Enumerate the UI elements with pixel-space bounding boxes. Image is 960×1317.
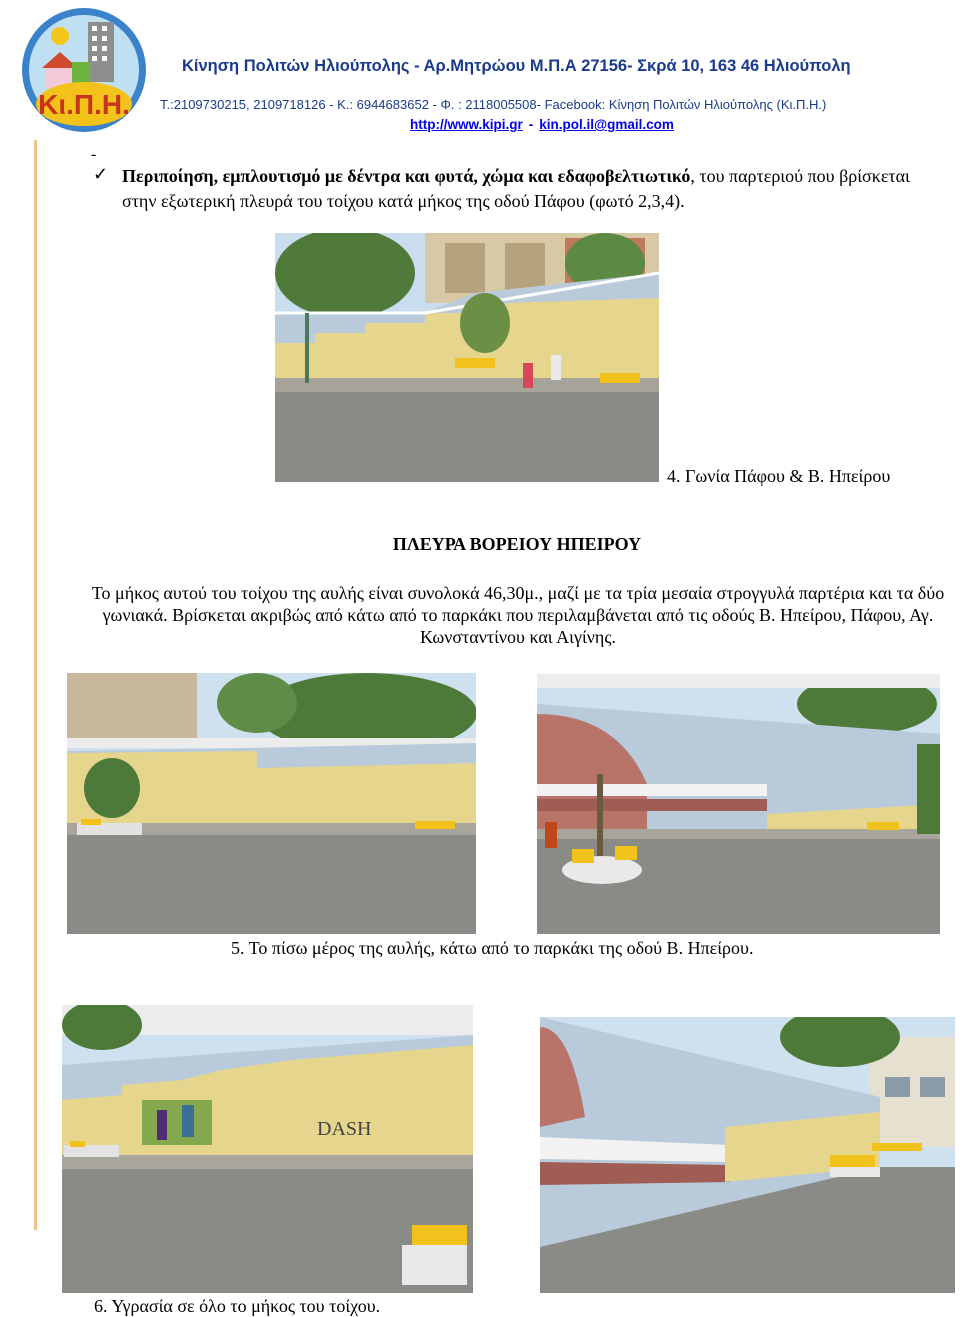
photo-moisture-left xyxy=(62,1005,473,1293)
left-margin-line xyxy=(34,140,37,1230)
caption-5: 5. Το πίσω μέρος της αυλής, κάτω από το παρκάκι της οδού Β. Ηπείρου. xyxy=(231,938,754,958)
email-link[interactable]: kin.pol.il@gmail.com xyxy=(539,117,674,132)
section-heading: ΠΛΕΥΡΑ ΒΟΡΕΙΟΥ ΗΠΕΙΡΟΥ xyxy=(392,534,642,554)
check-item-bold: Περιποίηση, εμπλουτισμό με δέντρα και φυτά, χώμα και εδαφοβελτιωτικό xyxy=(122,166,691,186)
photo-back-yard-left xyxy=(67,673,476,934)
stray-dash: - xyxy=(91,146,97,163)
website-link[interactable]: http://www.kipi.gr xyxy=(410,117,523,132)
header-address: Κίνηση Πολιτών Ηλιούπολης - Αρ.Μητρώου Μ.Π.Α 27156- Σκρά 10, 163 46 Ηλιούπολη xyxy=(182,57,851,75)
photo-moisture-right xyxy=(540,1017,955,1293)
photo-corner-pafou xyxy=(275,233,659,482)
check-icon: ✓ xyxy=(93,164,109,184)
header-links xyxy=(410,117,674,132)
caption-6: 6. Υγρασία σε όλο το μήκος του τοίχου. xyxy=(94,1296,381,1316)
graffiti-text: DASH xyxy=(317,1118,372,1140)
photo-back-yard-right xyxy=(537,674,940,934)
logo-text: Κι.Π.Η. xyxy=(38,89,130,120)
caption-4: 4. Γωνία Πάφου & Β. Ηπείρου xyxy=(667,466,891,486)
header-contacts: Τ.:2109730215, 2109718126 - Κ.: 6944683652 - Φ. : 2118005508- Facebook: Κίνηση Πολιτών Ηλιούπολης (Κι.Π.Η.) xyxy=(160,97,827,112)
kipi-logo xyxy=(16,6,152,138)
check-item-text xyxy=(122,164,937,214)
section-text: Το μήκος αυτού του τοίχου της αυλής είναι συνολοκά 46,30μ., μαζί με τα τρία μεσαία στρογγυλά παρτέρια και τα δύο γωνιακά. Βρίσκεται ακριβώς από κάτω από το παρκάκι που περιλαμβάνεται από τις οδούς Β. Ηπείρου, Πάφου, Αγ. Κωνσταντίνου και Αιγίνης. xyxy=(91,583,945,647)
link-separator: - xyxy=(528,117,534,132)
check-item-rest: , του παρτεριού που βρίσκεται στην εξωτερική πλευρά του τοίχου κατά μήκος της οδού Πάφου (φωτό 2,3,4). xyxy=(122,166,910,211)
